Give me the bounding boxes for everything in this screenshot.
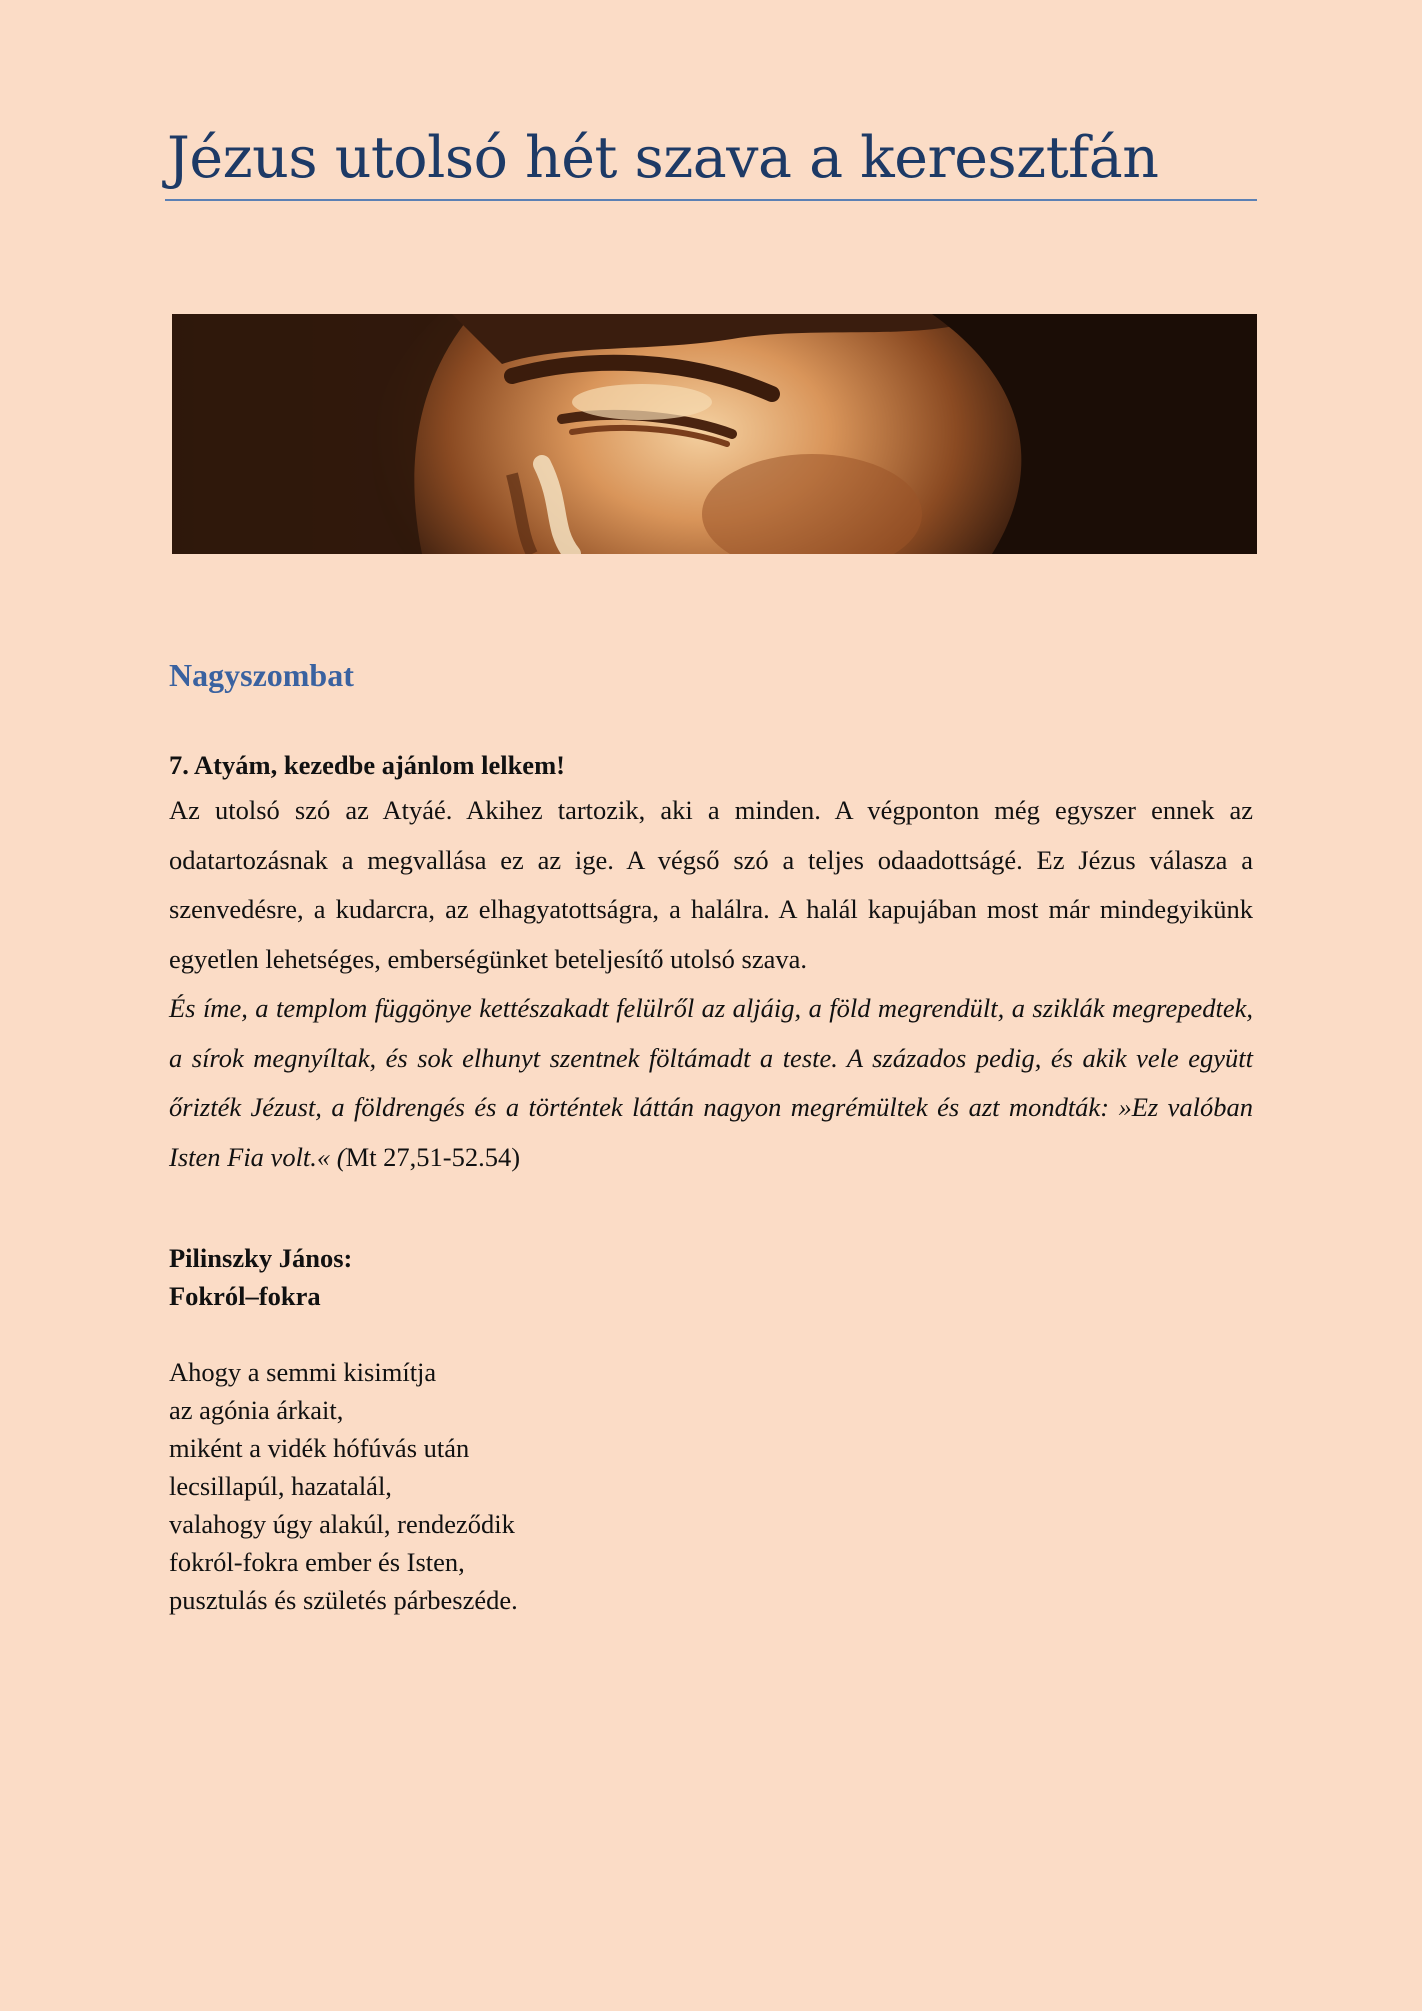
section-heading: Nagyszombat xyxy=(169,657,354,693)
scripture-quote: És íme, a templom függönye kettészakadt felülről az aljáig, a föld megrendült, a sziklák megrepedtek, a sírok megnyíltak, és sok elhunyt szentnek föltámadt a teste. A százados pedig, és akik vele együtt őrizték Jézust, a földrengés és a történtek láttán nagyon megrémültek és azt mondták: »Ez valóban Isten Fia volt.« ( xyxy=(169,993,1253,1172)
poem-author: Pilinszky János: xyxy=(169,1243,353,1273)
page-title: Jézus utolsó hét szava a keresztfán xyxy=(167,125,1159,191)
word-title: 7. Atyám, kezedbe ajánlom lelkem! xyxy=(169,750,565,780)
scripture-passage xyxy=(169,984,1253,1182)
poem-line: miként a vidék hófúvás után xyxy=(169,1433,470,1463)
poem-body xyxy=(169,1353,518,1619)
poem-line: lecsillapúl, hazatalál, xyxy=(169,1471,392,1501)
body-text xyxy=(169,747,1253,1182)
poem-line: fokról-fokra ember és Isten, xyxy=(169,1547,465,1577)
meditation-paragraph: Az utolsó szó az Atyáé. Akihez tartozik, aki a minden. A végponton még egyszer ennek az odatartozásnak a megvallása ez az ige. A végső szó a teljes odaadottságé. Ez Jézus válasza a szenvedésre, a kudarcra, az elhagyatottságra, a halálra. A halál kapujában most már mindegyikünk egyetlen lehetséges, emberségünket beteljesítő utolsó szava. xyxy=(169,795,1253,974)
title-divider xyxy=(165,199,1257,201)
poem-line: az agónia árkait, xyxy=(169,1395,344,1425)
poem-header xyxy=(169,1239,352,1315)
poem-line: valahogy úgy alakúl, rendeződik xyxy=(169,1509,515,1539)
poem-title: Fokról–fokra xyxy=(169,1281,321,1311)
poem-line: Ahogy a semmi kisimítja xyxy=(169,1357,437,1387)
banner-painting xyxy=(172,314,1257,554)
painting-icon xyxy=(172,314,1257,554)
scripture-reference: Mt 27,51-52.54) xyxy=(345,1141,521,1172)
poem-line: pusztulás és születés párbeszéde. xyxy=(169,1585,518,1615)
